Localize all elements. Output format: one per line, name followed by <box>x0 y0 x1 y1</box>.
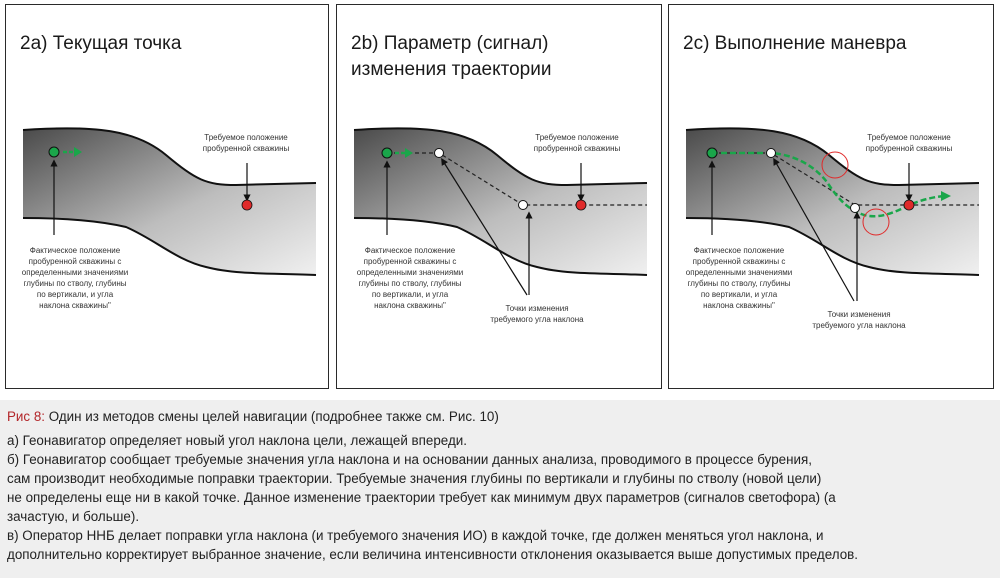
caption-line: не определены еще ни в какой точке. Данное изменение траектории требует как минимум двух параметров (сигналов светофора) (а <box>7 490 836 505</box>
target-point-red <box>904 200 914 210</box>
caption-line: зачастую, и больше). <box>7 509 140 524</box>
diagram-trajectory-signal <box>337 5 663 390</box>
diagram-maneuver <box>669 5 995 390</box>
panel-title: 2b) Параметр (сигнал) изменения траектории <box>351 33 552 80</box>
target-position-label: Требуемое положение пробуренной скважины <box>533 133 621 153</box>
caption-line: а) Геонавигатор определяет новый угол наклона цели, лежащей впереди. <box>7 433 467 448</box>
figure-title: Один из методов смены целей навигации (подробнее также см. Рис. 10) <box>45 409 499 424</box>
caption-title <box>7 409 499 424</box>
change-point-1 <box>767 149 776 158</box>
target-position-label: Требуемое положение пробуренной скважины <box>865 133 953 153</box>
actual-position-label: Фактическое положение пробуренной скважины с определенными значениями глубины по стволу, глубины по вертикали, и угла наклона скважины" <box>356 246 464 310</box>
target-point-red <box>576 200 586 210</box>
caption-line: в) Оператор ННБ делает поправки угла наклона (и требуемого значения ИО) в каждой точке, где должен меняться угол наклона, и <box>7 528 824 543</box>
current-point-green <box>382 148 392 158</box>
current-point-green <box>707 148 717 158</box>
target-point-red <box>242 200 252 210</box>
panel-current-point <box>5 4 329 389</box>
change-points-label: Точки изменения требуемого угла наклона <box>490 304 584 324</box>
caption-line: сам производит необходимые поправки траектории. Требуемые значения глубины по вертикали и глубины по стволу (новой цели) <box>7 471 822 486</box>
diagram-current-point <box>6 5 330 390</box>
panel-trajectory-signal <box>336 4 662 389</box>
actual-position-label: Фактическое положение пробуренной скважины с определенными значениями глубины по стволу, глубины по вертикали, и угла наклона скважины" <box>685 246 793 310</box>
panel-title: 2a) Текущая точка <box>20 33 182 54</box>
change-point-1 <box>435 149 444 158</box>
actual-position-label: Фактическое положение пробуренной скважины с определенными значениями глубины по стволу, глубины по вертикали, и угла наклона скважины" <box>21 246 129 310</box>
figure-caption <box>0 400 1000 578</box>
target-position-label: Требуемое положение пробуренной скважины <box>202 133 290 153</box>
caption-line: дополнительно корректирует выбранное значение, если величина интенсивности отклонения оказывается выше допустимых пределов. <box>7 547 858 562</box>
panel-maneuver <box>668 4 994 389</box>
change-points-label: Точки изменения требуемого угла наклона <box>812 310 906 330</box>
panel-title: 2c) Выполнение маневра <box>683 33 907 54</box>
change-point-2 <box>519 201 528 210</box>
figure-label: Рис 8: <box>7 409 45 424</box>
caption-line: б) Геонавигатор сообщает требуемые значения угла наклона и на основании данных анализа, проводимого в процессе бурения, <box>7 452 812 467</box>
current-point-green <box>49 147 59 157</box>
change-point-2 <box>851 204 860 213</box>
